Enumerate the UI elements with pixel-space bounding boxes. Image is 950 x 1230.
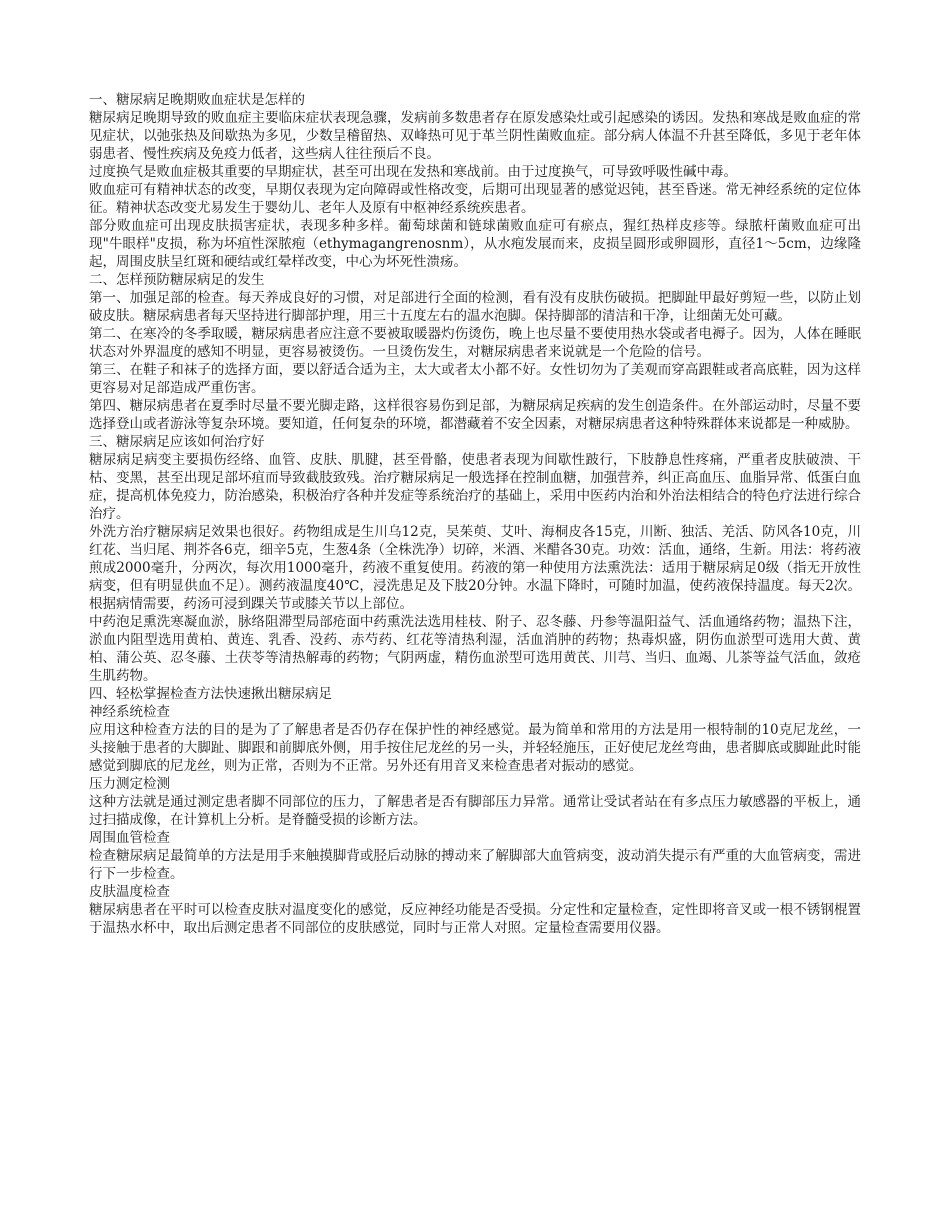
paragraph-pressure-test: 这种方法就是通过测定患者脚不同部位的压力，了解患者是否有脚部压力异常。通常让受试者站在有多点压力敏感器的平板上，通过扫描成像，在计算机上分析。是脊髓受损的诊断方法。 — [89, 794, 861, 828]
paragraph-prevention-fourth: 第四、糖尿病患者在夏季时尽量不要光脚走路，这样很容易伤到足部，为糖尿病足疾病的发生创造条件。在外部运动时，尽量不要选择登山或者游泳等复杂环境。要知道，任何复杂的环境，都潜藏着不安全因素，对糖尿病患者这种特殊群体来说都是一种威胁。 — [89, 398, 861, 432]
paragraph-prevention-second: 第二、在寒冷的冬季取暖，糖尿病患者应注意不要被取暖器灼伤烫伤，晚上也尽量不要使用热水袋或者电褥子。因为，人体在睡眠状态对外界温度的感知不明显，更容易被烫伤。一旦烫伤发生，对糖尿病患者来说就是一个危险的信号。 — [89, 326, 861, 360]
subheading-vascular-exam: 周围血管检查 — [89, 830, 170, 846]
paragraph-prevention-third: 第三、在鞋子和袜子的选择方面，要以舒适合适为主，太大或者太小都不好。女性切勿为了美观而穿高跟鞋或者高底鞋，因为这样更容易对足部造成严重伤害。 — [89, 362, 861, 396]
paragraph-prevention-first: 第一、加强足部的检查。每天养成良好的习惯，对足部进行全面的检测，看有没有皮肤伤破损。把脚趾甲最好剪短一些，以防止划破皮肤。糖尿病患者每天坚持进行脚部护理，用三十五度左右的温水泡脚。保持脚部的清洁和干净，让细菌无处可藏。 — [89, 290, 861, 324]
paragraph-skin-temperature: 糖尿病患者在平时可以检查皮肤对温度变化的感觉，反应神经功能是否受损。分定性和定量检查，定性即将音叉或一根不锈钢棍置于温热水杯中，取出后测定患者不同部位的皮肤感觉，同时与正常人对照。定量检查需要用仪器。 — [89, 902, 861, 936]
heading-sepsis-symptoms: 一、糖尿病足晚期败血症状是怎样的 — [89, 92, 305, 108]
heading-treatment: 三、糖尿病足应该如何治疗好 — [89, 434, 265, 450]
subheading-nerve-exam: 神经系统检查 — [89, 704, 170, 720]
subheading-pressure-test: 压力测定检测 — [89, 776, 170, 792]
paragraph-nerve-exam: 应用这种检查方法的目的是为了了解患者是否仍存在保护性的神经感觉。最为简单和常用的方法是用一根特制的10克尼龙丝，一头接触于患者的大脚趾、脚跟和前脚底外侧，用手按住尼龙丝的另一头，并轻轻施压，正好使尼龙丝弯曲，患者脚底或脚趾此时能感觉到脚底的尼龙丝，则为正常，否则为不正常。另外还有用音叉来检查患者对振动的感觉。 — [89, 722, 861, 774]
paragraph-external-wash: 外洗方治疗糖尿病足效果也很好。药物组成是生川乌12克，吴茱萸、艾叶、海桐皮各15克，川断、独活、羌活、防风各10克，川红花、当归尾、荆芥各6克，细辛5克，生葱4条（全株洗净）切碎，米酒、米醋各30克。功效：活血，通络，生新。用法：将药液煎成2000毫升，分两次，每次用1000毫升，药液不重复使用。药液的第一种使用方法熏洗法：适用于糖尿病足0级（指无开放性病变，但有明显供血不足）。测药液温度40℃，浸洗患足及下肢20分钟。水温下降时，可随时加温，使药液保持温度。每天2次。根据病情需要，药汤可浸到踝关节或膝关节以上部位。 — [89, 524, 861, 612]
paragraph-hyperventilation: 过度换气是败血症极其重要的早期症状，甚至可出现在发热和寒战前。由于过度换气，可导致呼吸性碱中毒。 — [89, 164, 737, 180]
paragraph-sepsis-overview: 糖尿病足晚期导致的败血症主要临床症状表现急骤，发病前多数患者存在原发感染灶或引起感染的诱因。发热和寒战是败血症的常见症状，以弛张热及间歇热为多见，少数呈稽留热、双峰热可见于革兰阴性菌败血症。部分病人体温不升甚至降低，多见于老年体弱患者、慢性疾病及免疫力低者，这些病人往往预后不良。 — [89, 110, 861, 162]
heading-examination: 四、轻松掌握检查方法快速揪出糖尿病足 — [89, 686, 332, 702]
subheading-skin-temperature: 皮肤温度检查 — [89, 884, 170, 900]
heading-prevention: 二、怎样预防糖尿病足的发生 — [89, 272, 265, 288]
paragraph-skin-lesions: 部分败血症可出现皮肤损害症状，表现多种多样。葡萄球菌和链球菌败血症可有瘀点，猩红热样皮疹等。绿脓杆菌败血症可出现"牛眼样"皮损，称为坏疽性深脓疱（ethymagangrenosnm），从水疱发展而来，皮损呈圆形或卵圆形，直径1～5cm，边缘隆起，周围皮肤呈红斑和硬结或红晕样改变，中心为坏死性溃疡。 — [89, 218, 861, 270]
paragraph-treatment-overview: 糖尿病足病变主要损伤经络、血管、皮肤、肌腱，甚至骨骼，使患者表现为间歇性跛行，下肢静息性疼痛，严重者皮肤破溃、干枯、变黑，甚至出现足部坏疽而导致截肢致残。治疗糖尿病足一般选择在控制血糖，加强营养，纠正高血压、血脂异常、低蛋白血症，提高机体免疫力，防治感染，积极治疗各种并发症等系统治疗的基础上，采用中医药内治和外治法相结合的特色疗法进行综合治疗。 — [89, 452, 861, 522]
paragraph-herbal-footbath: 中药泡足熏洗寒凝血淤，脉络阻滞型局部疮面中药熏洗法选用桂枝、附子、忍冬藤、丹参等温阳益气、活血通络药物；温热下注，淤血内阻型选用黄柏、黄连、乳香、没药、赤芍药、红花等清热利湿，活血消肿的药物；热毒炽盛，阴伤血淤型可选用大黄、黄柏、蒲公英、忍冬藤、土茯苓等清热解毒的药物；气阴两虚，精伤血淤型可选用黄芪、川芎、当归、血竭、儿茶等益气活血，敛疮生肌药物。 — [89, 614, 861, 684]
paragraph-vascular-exam: 检查糖尿病足最简单的方法是用手来触摸脚背或胫后动脉的搏动来了解脚部大血管病变，波动消失提示有严重的大血管病变，需进行下一步检查。 — [89, 848, 861, 882]
paragraph-mental-state: 败血症可有精神状态的改变，早期仅表现为定向障碍或性格改变，后期可出现显著的感觉迟钝，甚至昏迷。常无神经系统的定位体征。精神状态改变尤易发生于婴幼儿、老年人及原有中枢神经系统疾患者。 — [89, 182, 861, 216]
document-body — [89, 91, 861, 937]
